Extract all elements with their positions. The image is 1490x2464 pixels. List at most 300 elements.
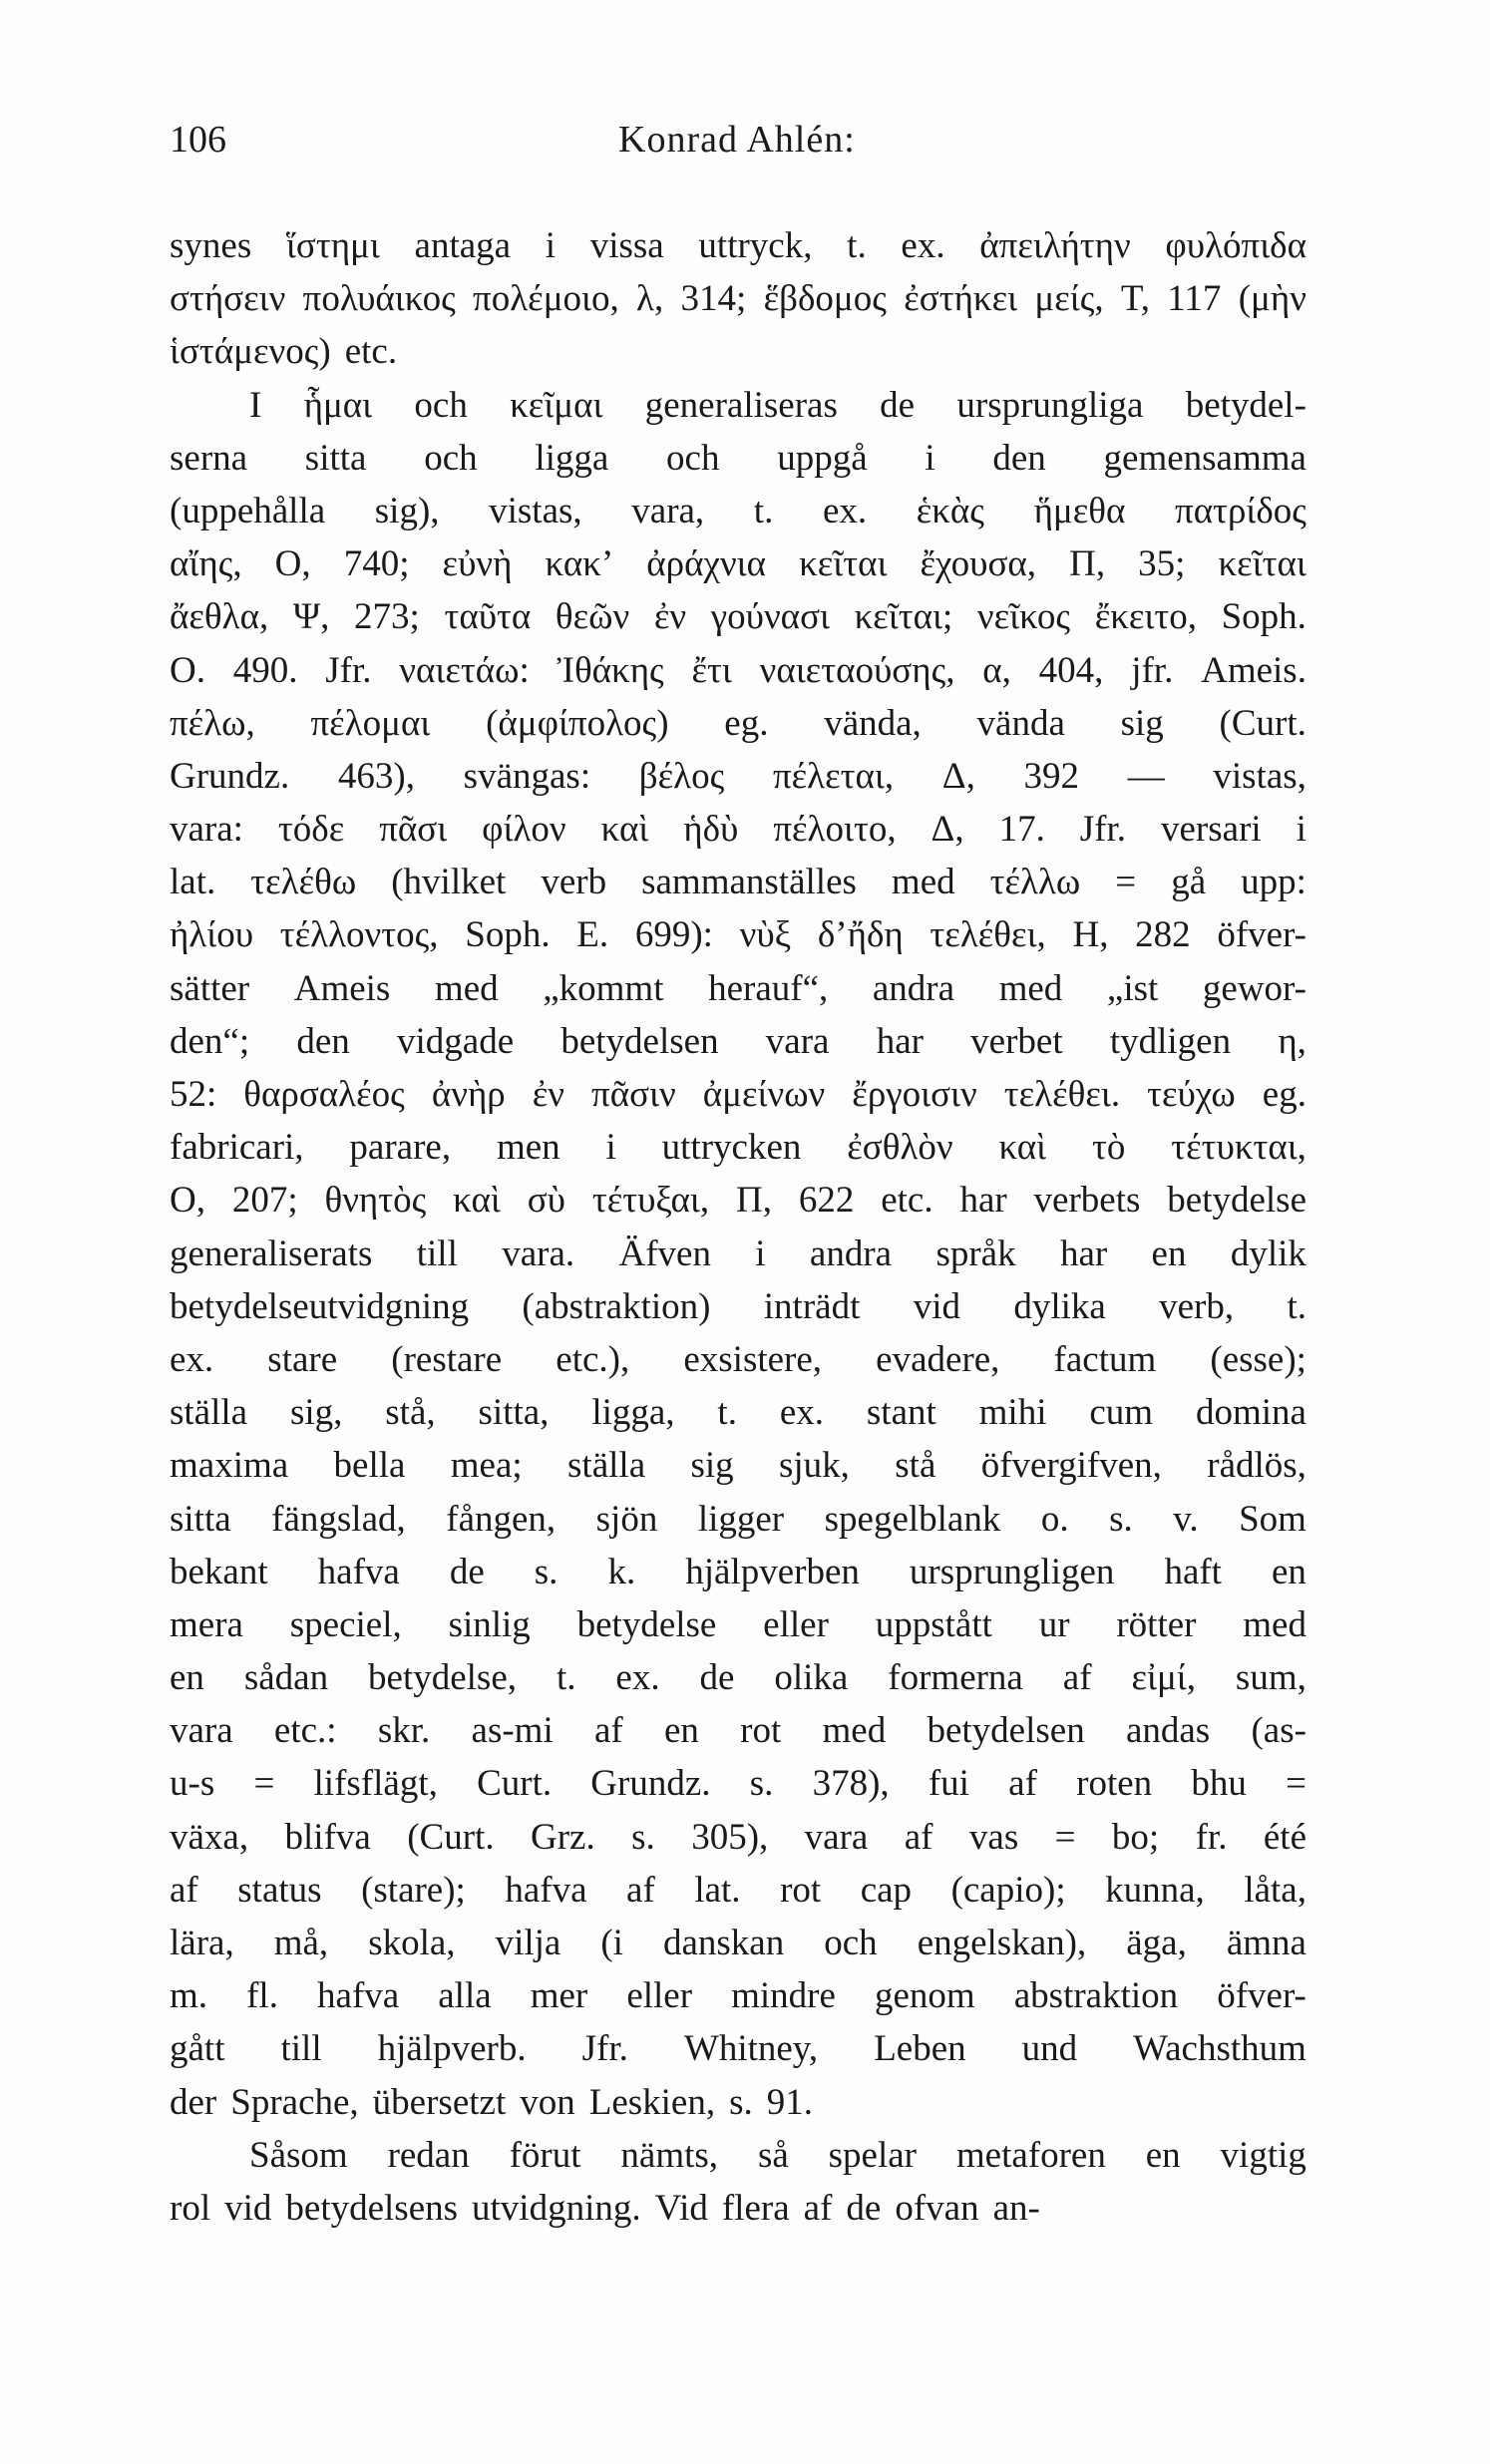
text-line: [170, 1864, 1306, 1917]
word: ταῦτα: [444, 596, 532, 638]
word: ἐσθλὸν: [847, 1127, 953, 1169]
word: ἔκειτο,: [1094, 596, 1197, 638]
word: ναιετάω:: [399, 649, 530, 691]
running-head: Konrad Ahlén:: [618, 119, 856, 161]
word: af: [1008, 1763, 1037, 1805]
word: maxima: [170, 1445, 289, 1487]
word: de: [699, 1657, 735, 1699]
word: ur: [1038, 1603, 1070, 1645]
word: etc.:: [273, 1710, 337, 1752]
word: τέλλοντος,: [279, 914, 439, 956]
word: Π,: [1069, 543, 1106, 585]
word: 117: [1167, 278, 1222, 320]
word: utvidgning.: [472, 2187, 641, 2229]
word: vara,: [631, 490, 705, 531]
word: uttryck,: [698, 225, 813, 266]
word: πολυάικος: [302, 278, 456, 320]
word: dylika: [1013, 1285, 1106, 1327]
word: evadere,: [876, 1338, 1000, 1380]
word: Whitney,: [683, 2028, 819, 2070]
text-line: [170, 908, 1306, 961]
word: verbet: [970, 1020, 1063, 1062]
word: och: [666, 437, 720, 479]
word: exsistere,: [683, 1338, 823, 1380]
word: πᾶσι: [379, 809, 448, 851]
text-line: [170, 2076, 1306, 2129]
word: καὶ: [600, 809, 649, 851]
word: i: [925, 437, 935, 479]
word: πέλοιτο,: [773, 809, 897, 851]
word: 305),: [691, 1816, 769, 1858]
word: i: [605, 1127, 616, 1169]
word: vara: [765, 1020, 830, 1062]
word: t.: [753, 490, 774, 531]
word: ligger: [697, 1498, 785, 1540]
word: ἔτι: [691, 649, 732, 691]
text-line: [170, 1917, 1306, 1969]
word: en: [663, 1710, 699, 1752]
word: Grundz.: [590, 1763, 711, 1805]
word: med: [822, 1710, 887, 1752]
word: ἠλίου: [170, 914, 254, 956]
word: Ψ,: [292, 596, 330, 638]
word: bhu: [1191, 1763, 1247, 1805]
text-line: [170, 1015, 1306, 1068]
word: har: [959, 1180, 1007, 1222]
word: med: [998, 967, 1063, 1009]
word: vistas,: [489, 490, 582, 531]
word: sig),: [374, 490, 440, 531]
word: αἴης,: [170, 543, 242, 585]
word: ämna: [1226, 1923, 1306, 1963]
word: sjön: [595, 1498, 658, 1540]
word: fui: [928, 1763, 969, 1805]
word: skola,: [368, 1923, 456, 1963]
word: rådlös,: [1207, 1445, 1306, 1487]
word: 273;: [354, 596, 420, 638]
word: στήσειν: [170, 278, 286, 320]
word: θεῶν: [555, 596, 630, 638]
word: spelar: [828, 2134, 917, 2176]
word: u-s: [170, 1763, 215, 1805]
word: redan: [387, 2134, 470, 2176]
word: dylik: [1230, 1232, 1306, 1274]
word: Π,: [736, 1180, 772, 1222]
word: uttrycken: [661, 1127, 802, 1169]
word: en: [1145, 2134, 1181, 2176]
word: vara: [170, 1710, 233, 1752]
word: 91.: [766, 2081, 813, 2123]
text-line: [170, 856, 1306, 908]
word: uppgå: [777, 437, 868, 479]
word: vända: [976, 702, 1065, 744]
word: i: [1296, 809, 1306, 851]
word: med: [1243, 1603, 1306, 1645]
word: af: [170, 1869, 198, 1911]
word: cap: [860, 1869, 913, 1911]
word: πολέμοιο,: [473, 278, 619, 320]
word: γούνασι: [710, 596, 830, 638]
word: ἐν: [653, 596, 687, 638]
text-line: [170, 697, 1306, 750]
word: verb: [541, 862, 607, 903]
word: 622: [798, 1180, 855, 1222]
word: den“;: [170, 1020, 250, 1062]
word: νὺξ: [739, 914, 792, 956]
word: betydelseutvidgning: [170, 1285, 470, 1327]
word: sjuk,: [779, 1445, 850, 1487]
word: τέτυκται,: [1171, 1127, 1306, 1169]
word: τέτυξαι,: [591, 1180, 710, 1222]
word: tydligen: [1109, 1020, 1232, 1062]
word: stå,: [385, 1392, 436, 1434]
word: gemensamma: [1103, 437, 1306, 479]
word: rot: [780, 1869, 822, 1911]
text-line: [170, 485, 1306, 537]
word: andra: [809, 1232, 893, 1274]
word: speciel,: [289, 1603, 402, 1645]
word: de: [449, 1551, 485, 1592]
word: βέλος: [638, 755, 725, 797]
word: ex.: [779, 1392, 825, 1434]
word: πέλω,: [170, 702, 255, 744]
word: O,: [274, 543, 311, 585]
word: εὐνὴ: [442, 543, 513, 585]
word: ἔργοισιν: [852, 1074, 977, 1115]
word: olika: [774, 1657, 849, 1699]
word: 392: [1023, 755, 1080, 797]
word: s.: [534, 1551, 559, 1592]
word: εἰμί,: [1131, 1657, 1196, 1699]
word: „kommt: [543, 967, 664, 1009]
word: förut: [509, 2134, 581, 2176]
word: rot: [740, 1710, 782, 1752]
word: hafva: [317, 1551, 400, 1592]
word: ex.: [901, 225, 945, 266]
word: nämts,: [620, 2134, 719, 2176]
word: etc.: [344, 331, 398, 373]
word: Äfven: [618, 1232, 711, 1274]
text-line: [170, 1704, 1306, 1757]
word: ἀμείνων: [702, 1074, 826, 1115]
word: (as-: [1251, 1710, 1306, 1752]
word: ex.: [170, 1338, 214, 1380]
text-line: [170, 1811, 1306, 1864]
text-line: [170, 1333, 1306, 1386]
word: herauf“,: [708, 967, 829, 1009]
word: 404,: [1038, 649, 1104, 691]
word: 17.: [998, 809, 1045, 851]
text-line: [170, 1439, 1306, 1492]
text-line: [170, 644, 1306, 697]
word: andas: [1125, 1710, 1211, 1752]
word: Curt.: [477, 1763, 553, 1805]
word: ἄεθλα,: [170, 596, 269, 638]
word: af: [593, 1710, 623, 1752]
word: serna: [170, 437, 248, 479]
word: vara: [804, 1816, 869, 1858]
word: sitta: [170, 1498, 231, 1540]
word: af: [803, 2187, 833, 2229]
text-line: [170, 1174, 1306, 1227]
word: betydelse: [576, 1603, 717, 1645]
word: sinlig: [448, 1603, 531, 1645]
word: verbets: [1033, 1180, 1141, 1222]
word: stant: [866, 1392, 936, 1434]
word: svängas:: [463, 755, 591, 797]
word: abstraktion: [1013, 1975, 1179, 2017]
word: 463),: [337, 755, 415, 797]
word: κεῖται;: [854, 596, 953, 638]
word: versari: [1161, 809, 1262, 851]
word: har: [1059, 1232, 1108, 1274]
word: Sprache,: [230, 2081, 359, 2123]
word: de: [846, 2187, 882, 2229]
word: andra: [872, 967, 955, 1009]
word: fången,: [446, 1498, 557, 1540]
word: i: [545, 225, 557, 266]
word: Vid: [654, 2187, 708, 2229]
word: vistas,: [1213, 755, 1306, 797]
word: hjälpverben: [685, 1551, 860, 1592]
word: antaga: [414, 225, 512, 266]
word: T,: [1120, 278, 1150, 320]
word: πατρίδος: [1175, 490, 1306, 531]
word: fr.: [1195, 1816, 1228, 1858]
text-line: [170, 432, 1306, 485]
word: låta,: [1244, 1869, 1306, 1911]
word: den: [992, 437, 1046, 479]
text-line: [170, 1386, 1306, 1439]
word: till: [416, 1232, 458, 1274]
word: metaforen: [955, 2134, 1106, 2176]
word: Leskien,: [588, 2081, 716, 2123]
word: uppstått: [875, 1603, 992, 1645]
word: synes: [170, 225, 252, 266]
word: eg.: [724, 702, 769, 744]
word: σὺ: [527, 1180, 565, 1222]
text-line: [170, 1969, 1306, 2022]
word: —: [1127, 755, 1165, 797]
text-line: [170, 219, 1306, 272]
word: Leben: [874, 2028, 966, 2070]
word: α,: [982, 649, 1011, 691]
word: E.: [576, 914, 609, 956]
word: öfver-: [1217, 914, 1306, 956]
word: Ameis: [293, 967, 391, 1009]
word: φίλον: [482, 809, 566, 851]
word: η,: [1278, 1020, 1306, 1062]
word: i: [755, 1232, 766, 1274]
word: πᾶσιν: [591, 1074, 676, 1115]
word: t.: [556, 1657, 576, 1699]
word: factum: [1053, 1338, 1157, 1380]
word: och: [414, 384, 468, 426]
word: ἑκὰς: [916, 490, 984, 531]
word: ställa: [170, 1392, 248, 1434]
word: engelskan),: [917, 1923, 1087, 1963]
word: κεῖται: [1218, 543, 1306, 585]
text-line: [170, 750, 1306, 803]
word: sig: [690, 1445, 734, 1487]
word: 378),: [812, 1763, 890, 1805]
word: κακ’: [545, 543, 614, 585]
word: πέλεται,: [772, 755, 895, 797]
word: en: [1271, 1551, 1306, 1592]
text-line: [170, 537, 1306, 590]
word: φυλόπιδα: [1165, 225, 1306, 266]
word: ἐν: [532, 1074, 565, 1115]
word: hafva: [317, 1975, 400, 2017]
word: bella: [333, 1445, 406, 1487]
word: 207;: [231, 1180, 298, 1222]
word: μείς,: [1034, 278, 1104, 320]
word: (hvilket: [391, 862, 507, 903]
word: roten: [1076, 1763, 1153, 1805]
word: inträdt: [763, 1285, 861, 1327]
word: etc.),: [556, 1338, 630, 1380]
word: fängslad,: [271, 1498, 406, 1540]
word: må,: [273, 1923, 329, 1963]
word: I: [249, 384, 262, 426]
word: Jfr.: [581, 2028, 628, 2070]
word: bo;: [1111, 1816, 1160, 1858]
word: τελέθω: [250, 862, 357, 903]
word: eller: [763, 1603, 829, 1645]
text-line: [170, 2129, 1306, 2182]
word: ἀνὴρ: [431, 1074, 506, 1115]
word: lat.: [170, 862, 216, 903]
word: λ,: [636, 278, 664, 320]
word: äga,: [1126, 1923, 1187, 1963]
word: Jfr.: [325, 649, 372, 691]
word: k.: [607, 1551, 636, 1592]
body-text: [170, 219, 1306, 2235]
word: =: [1054, 1816, 1076, 1858]
word: mea;: [450, 1445, 523, 1487]
word: de: [880, 384, 916, 426]
word: flera: [721, 2187, 790, 2229]
word: Δ,: [941, 755, 975, 797]
word: med: [891, 862, 955, 903]
word: t.: [847, 225, 867, 266]
word: Soph.: [465, 914, 551, 956]
word: Soph.: [1221, 596, 1306, 638]
word: ναιεταούσης,: [759, 649, 955, 691]
word: af: [626, 1869, 655, 1911]
word: vara:: [170, 809, 243, 851]
word: stå: [895, 1445, 936, 1487]
word: skr.: [377, 1710, 431, 1752]
word: jfr.: [1131, 649, 1174, 691]
word: vidgade: [397, 1020, 515, 1062]
word: 740;: [343, 543, 410, 585]
word: Grz.: [531, 1816, 595, 1858]
word: ligga: [535, 437, 609, 479]
text-line: [170, 1493, 1306, 1546]
word: „ist: [1106, 967, 1159, 1009]
word: ἀράχνια: [646, 543, 767, 585]
word: θνητὸς: [324, 1180, 427, 1222]
word: ἔχουσα,: [920, 543, 1037, 585]
word: ἡδὺ: [683, 809, 739, 851]
word: cum: [1089, 1392, 1154, 1434]
word: betydelsen: [560, 1020, 719, 1062]
word: sum,: [1235, 1657, 1306, 1699]
text-line: [170, 272, 1306, 325]
word: danskan: [662, 1923, 785, 1963]
text-line: [170, 1651, 1306, 1704]
word: gewor-: [1202, 967, 1306, 1009]
word: s.: [1109, 1498, 1133, 1540]
word: vigtig: [1220, 2134, 1306, 2176]
word: 52:: [170, 1074, 217, 1115]
word: genom: [874, 1975, 975, 2017]
word: κεῖται: [799, 543, 888, 585]
word: formerna: [888, 1657, 1023, 1699]
word: fabricari,: [170, 1127, 304, 1169]
word: lifsflägt,: [313, 1763, 438, 1805]
word: sig: [1120, 702, 1164, 744]
word: en: [170, 1657, 204, 1699]
word: s.: [749, 1763, 774, 1805]
word: 314;: [680, 278, 747, 320]
word: lära,: [170, 1923, 234, 1963]
word: upp:: [1241, 862, 1306, 903]
word: Grundz.: [170, 755, 290, 797]
word: ex.: [615, 1657, 660, 1699]
word: =: [1115, 862, 1137, 903]
page-number: 106: [170, 119, 226, 161]
word: status: [237, 1869, 322, 1911]
word: τέλλω: [989, 862, 1081, 903]
word: 35;: [1138, 543, 1186, 585]
text-line: [170, 803, 1306, 856]
word: vissa: [589, 225, 664, 266]
word: lat.: [694, 1869, 741, 1911]
word: vid: [224, 2187, 272, 2229]
word: hafva: [505, 1869, 587, 1911]
word: sådan: [243, 1657, 329, 1699]
text-line: [170, 1280, 1306, 1333]
word: mera: [170, 1603, 243, 1645]
word: (capio);: [950, 1869, 1066, 1911]
word: fl.: [246, 1975, 278, 2017]
text-line: [170, 2022, 1306, 2075]
word: generaliseras: [644, 384, 838, 426]
text-line: [170, 2182, 1306, 2235]
word: s.: [729, 2081, 753, 2123]
word: sammanställes: [641, 862, 857, 903]
word: été: [1263, 1816, 1306, 1858]
word: ἕβδομος: [763, 278, 887, 320]
text-line: [170, 1757, 1306, 1810]
word: t.: [1287, 1285, 1306, 1327]
word: med: [434, 967, 499, 1009]
text-line: [170, 1546, 1306, 1598]
word: alla: [438, 1975, 492, 2017]
word: gå: [1171, 862, 1207, 903]
word: ἵστημι: [285, 225, 380, 266]
word: mihi: [978, 1392, 1047, 1434]
word: ἥμεθα: [1033, 490, 1126, 531]
word: så: [757, 2134, 789, 2176]
word: har: [876, 1020, 924, 1062]
word: 282: [1135, 914, 1191, 956]
word: betydelsens: [285, 2187, 459, 2229]
word: etc.: [881, 1180, 933, 1222]
word: (i: [600, 1923, 623, 1963]
